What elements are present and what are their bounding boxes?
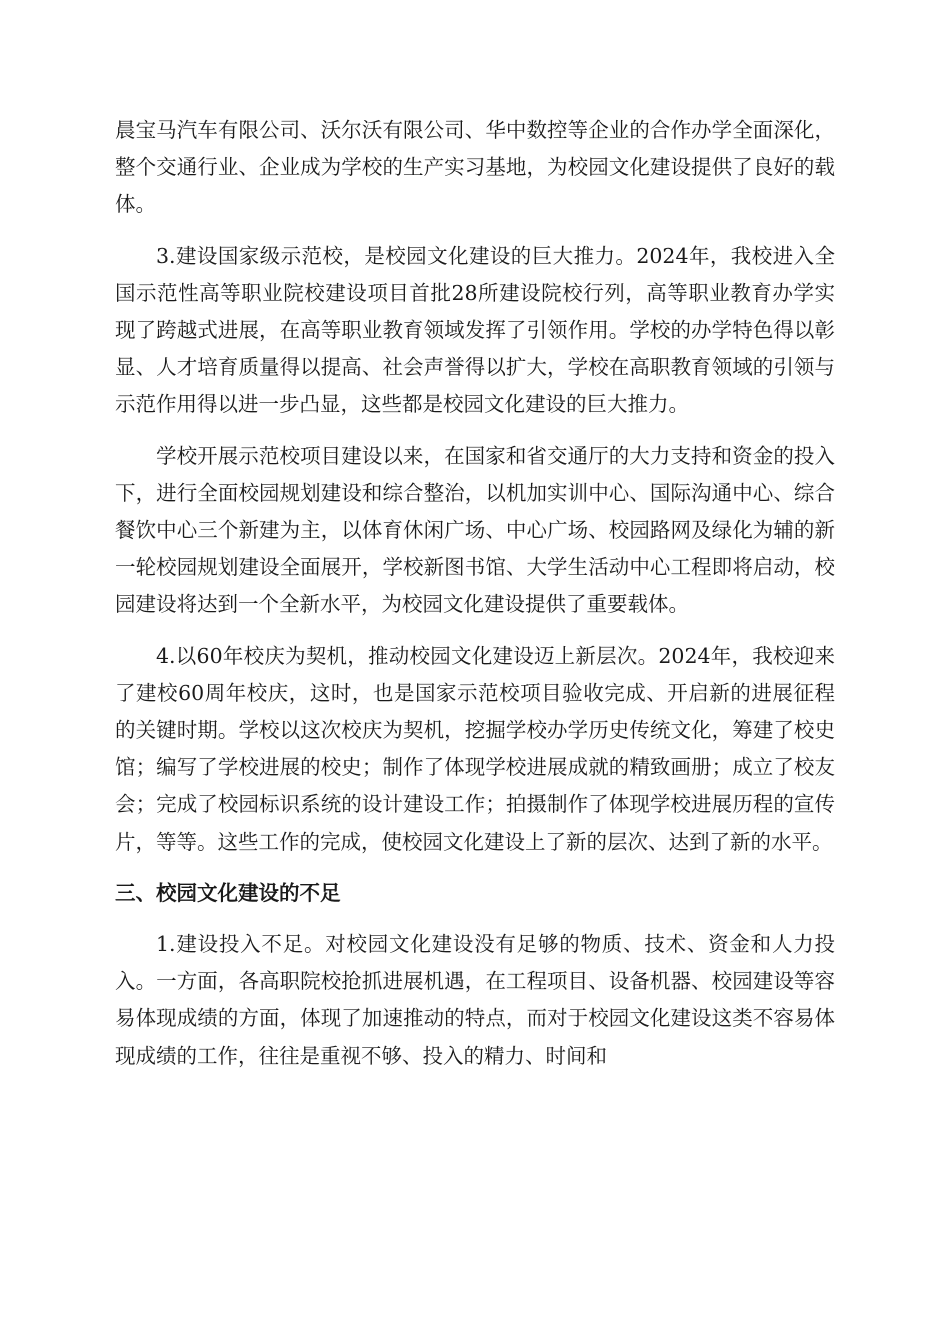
- paragraph-continued: 晨宝马汽车有限公司、沃尔沃有限公司、华中数控等企业的合作办学全面深化，整个交通行业、企业成为学校的生产实习基地，为校园文化建设提供了良好的载体。: [115, 118, 835, 217]
- paragraph-insufficiency-1: 1.建设投入不足。对校园文化建设没有足够的物质、技术、资金和人力投入。一方面，各高职院校抢抓进展机遇，在工程项目、设备机器、校园建设等容易体现成绩的方面，体现了加速推动的特点，而对于校园文化建设这类不容易体现成绩的工作，往往是重视不够、投入的精力、时间和: [115, 932, 835, 1068]
- paragraph-item-4: 4.以60年校庆为契机，推动校园文化建设迈上新层次。2024年，我校迎来了建校60周年校庆，这时，也是国家示范校项目验收完成、开启新的进展征程的关键时期。学校以这次校庆为契机，挖掘学校办学历史传统文化，筹建了校史馆；编写了学校进展的校史；制作了体现学校进展成就的精致画册；成立了校友会；完成了校园标识系统的设计建设工作；拍摄制作了体现学校进展历程的宣传片，等等。这些工作的完成，使校园文化建设上了新的层次、达到了新的水平。: [115, 643, 835, 854]
- section-heading-3: 三、校园文化建设的不足: [115, 880, 341, 905]
- paragraph-item-3: 3.建设国家级示范校，是校园文化建设的巨大推力。2024年，我校进入全国示范性高等职业院校建设项目首批28所建设院校行列，高等职业教育办学实现了跨越式进展，在高等职业教育领域发挥了引领作用。学校的办学特色得以彰显、人才培育质量得以提高、社会声誉得以扩大，学校在高职教育领域的引领与示范作用得以进一步凸显，这些都是校园文化建设的巨大推力。: [115, 243, 835, 417]
- document-body: [115, 112, 835, 1075]
- paragraph-demonstration-project: 学校开展示范校项目建设以来，在国家和省交通厅的大力支持和资金的投入下，进行全面校园规划建设和综合整治，以机加实训中心、国际沟通中心、综合餐饮中心三个新建为主，以体育休闲广场、中心广场、校园路网及绿化为辅的新一轮校园规划建设全面展开，学校新图书馆、大学生活动中心工程即将启动，校园建设将达到一个全新水平，为校园文化建设提供了重要载体。: [115, 443, 835, 617]
